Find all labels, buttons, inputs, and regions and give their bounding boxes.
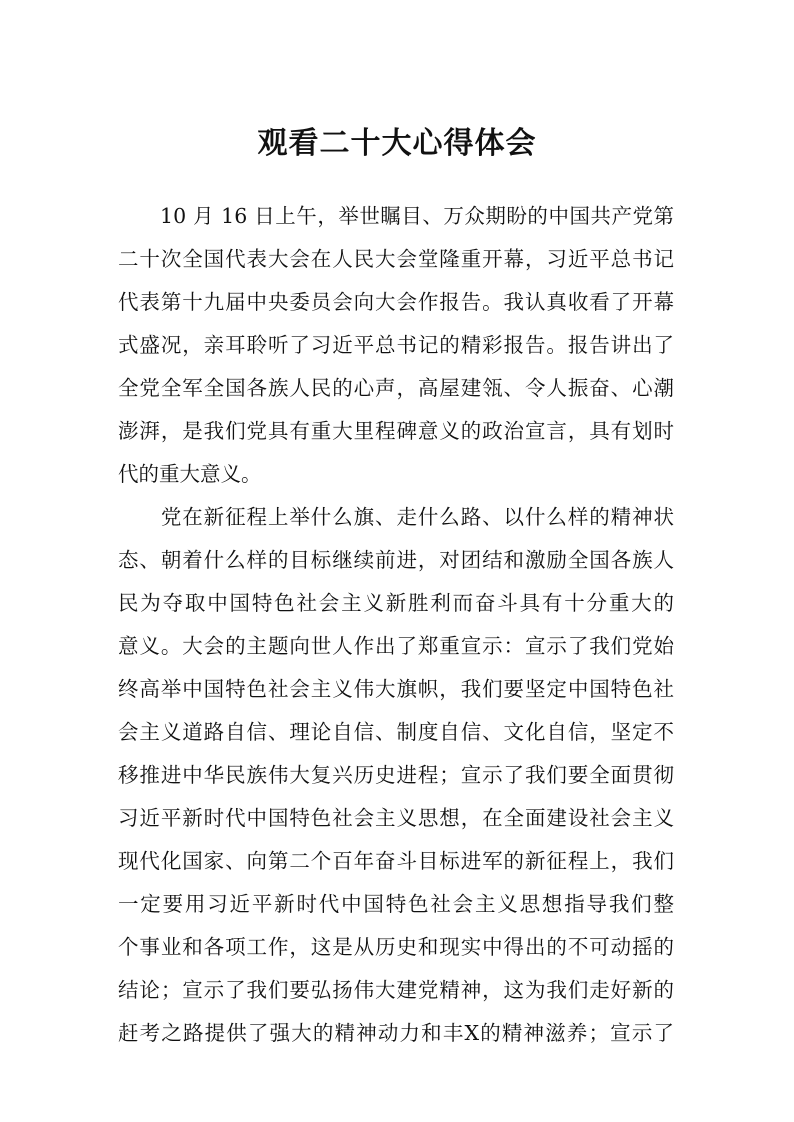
paragraph-line: 民为夺取中国特色社会主义新胜利而奋斗具有十分重大的 bbox=[118, 591, 674, 615]
paragraph-line: 习近平新时代中国特色社会主义思想，在全面建设社会主义 bbox=[118, 806, 674, 830]
paragraph-line: 10 月 16 日上午，举世瞩目、万众期盼的中国共产党第 bbox=[118, 204, 674, 228]
document-title: 观看二十大心得体会 bbox=[257, 126, 537, 161]
paragraph-line: 现代化国家、向第二个百年奋斗目标进军的新征程上，我们 bbox=[118, 849, 674, 873]
paragraph-line: 会主义道路自信、理论自信、制度自信、文化自信，坚定不 bbox=[118, 720, 674, 744]
paragraph-line: 结论；宣示了我们要弘扬伟大建党精神，这为我们走好新的 bbox=[118, 978, 674, 1002]
paragraph-line: 一定要用习近平新时代中国特色社会主义思想指导我们整 bbox=[118, 892, 674, 916]
paragraph-line: 式盛况，亲耳聆听了习近平总书记的精彩报告。报告讲出了 bbox=[118, 333, 674, 357]
paragraph-line: 终高举中国特色社会主义伟大旗帜，我们要坚定中国特色社 bbox=[118, 677, 674, 701]
paragraph-line: 个事业和各项工作，这是从历史和现实中得出的不可动摇的 bbox=[118, 935, 674, 959]
paragraph-line: 移推进中华民族伟大复兴历史进程；宣示了我们要全面贯彻 bbox=[118, 763, 674, 787]
paragraph-line: 全党全军全国各族人民的心声，高屋建瓴、令人振奋、心潮 bbox=[118, 376, 674, 400]
paragraph-line: 态、朝着什么样的目标继续前进，对团结和激励全国各族人 bbox=[118, 548, 674, 572]
paragraph-line: 澎湃，是我们党具有重大里程碑意义的政治宣言，具有划时 bbox=[118, 419, 674, 443]
paragraph-line: 意义。大会的主题向世人作出了郑重宣示：宣示了我们党始 bbox=[118, 634, 674, 658]
paragraph-line: 赶考之路提供了强大的精神动力和丰X的精神滋养；宣示了 bbox=[118, 1021, 674, 1045]
paragraph-line: 二十次全国代表大会在人民大会堂隆重开幕，习近平总书记 bbox=[118, 247, 674, 271]
paragraph-line: 党在新征程上举什么旗、走什么路、以什么样的精神状 bbox=[118, 505, 674, 529]
paragraph-line: 代表第十九届中央委员会向大会作报告。我认真收看了开幕 bbox=[118, 290, 674, 314]
paragraph-line: 代的重大意义。 bbox=[118, 462, 262, 486]
